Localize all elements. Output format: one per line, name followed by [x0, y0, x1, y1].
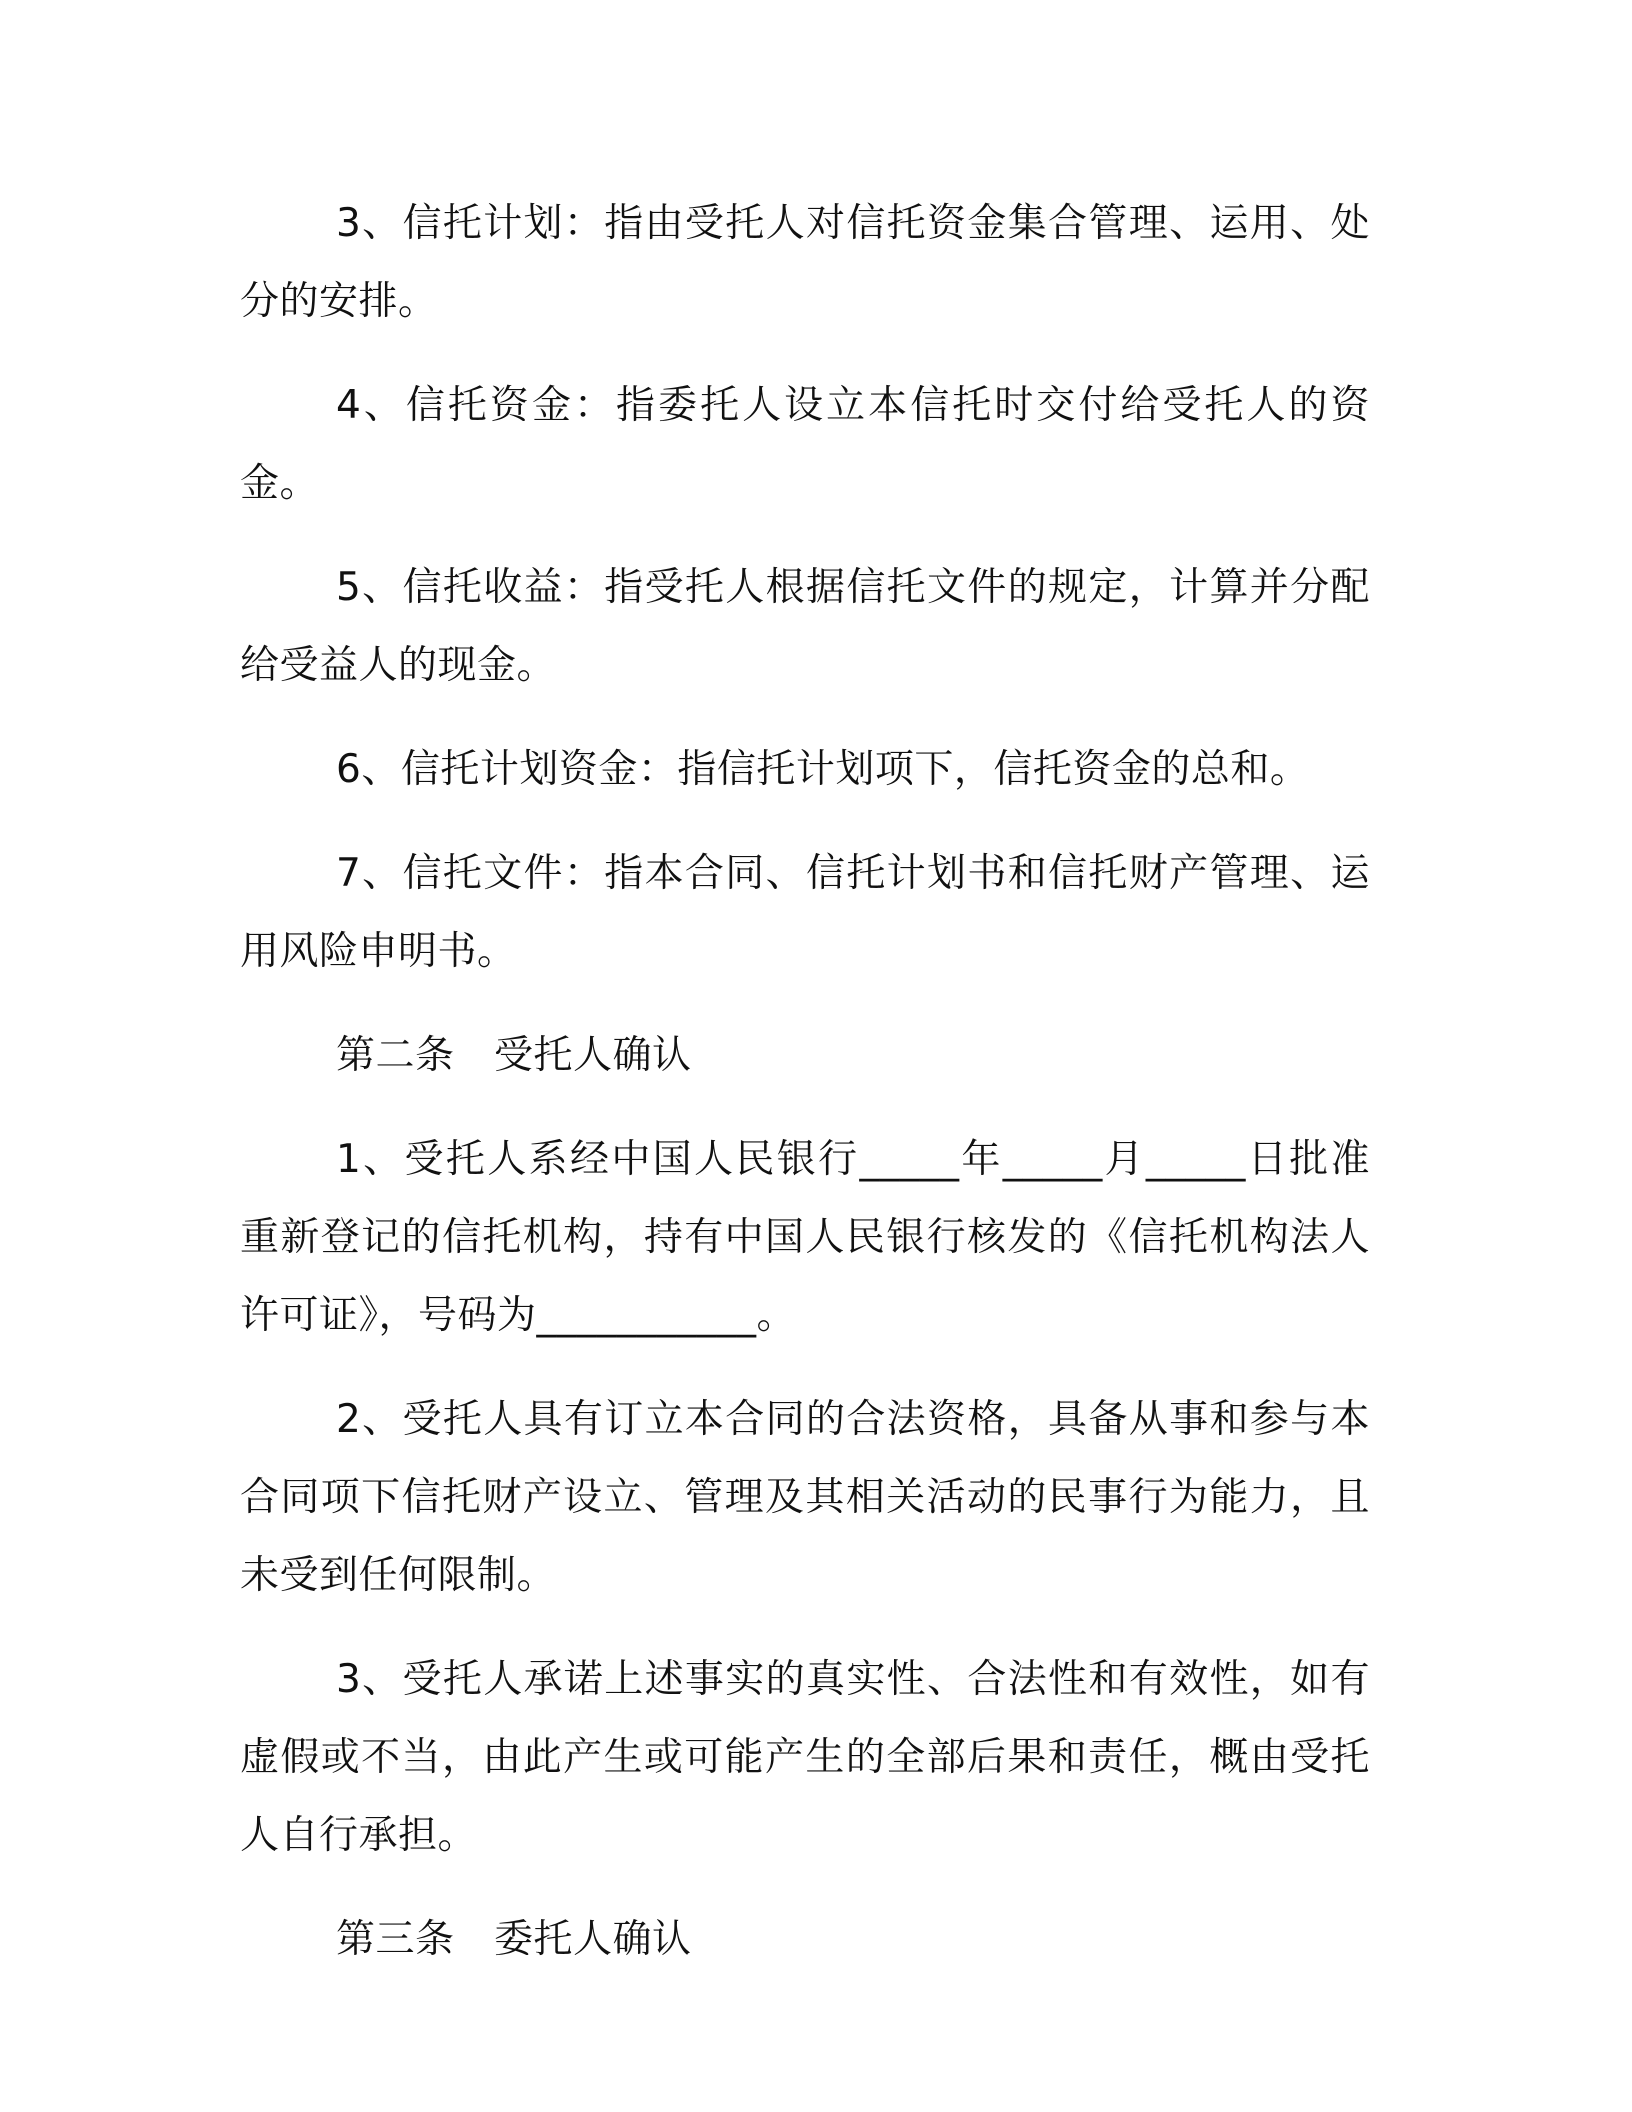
- trustee-undertaking-clause: 3、受托人承诺上述事实的真实性、合法性和有效性，如有虚假或不当，由此产生或可能产生的全部后果和责任，概由受托人自行承担。: [240, 1657, 1370, 1858]
- trustee-registration-clause: 1、受托人系经中国人民银行_____年_____月_____日批准重新登记的信托机构，持有中国人民银行核发的《信托机构法人许可证》，号码为___________。: [240, 1137, 1370, 1338]
- clause-definition-plan-funds: 6、信托计划资金：指信托计划项下，信托资金的总和。: [336, 747, 1310, 792]
- clause-definition-trust-plan: 3、信托计划：指由受托人对信托资金集合管理、运用、处分的安排。: [240, 201, 1370, 324]
- article-3-heading: 第三条 委托人确认: [336, 1917, 692, 1962]
- clause-definition-trust-documents: 7、信托文件：指本合同、信托计划书和信托财产管理、运用风险申明书。: [240, 851, 1370, 974]
- document-body: [240, 185, 1370, 1979]
- clause-definition-trust-income: 5、信托收益：指受托人根据信托文件的规定，计算并分配给受益人的现金。: [240, 565, 1370, 688]
- trustee-qualification-clause: 2、受托人具有订立本合同的合法资格，具备从事和参与本合同项下信托财产设立、管理及其相关活动的民事行为能力，且未受到任何限制。: [240, 1397, 1370, 1598]
- article-2-heading: 第二条 受托人确认: [336, 1033, 692, 1078]
- clause-definition-trust-funds: 4、信托资金：指委托人设立本信托时交付给受托人的资金。: [240, 383, 1370, 506]
